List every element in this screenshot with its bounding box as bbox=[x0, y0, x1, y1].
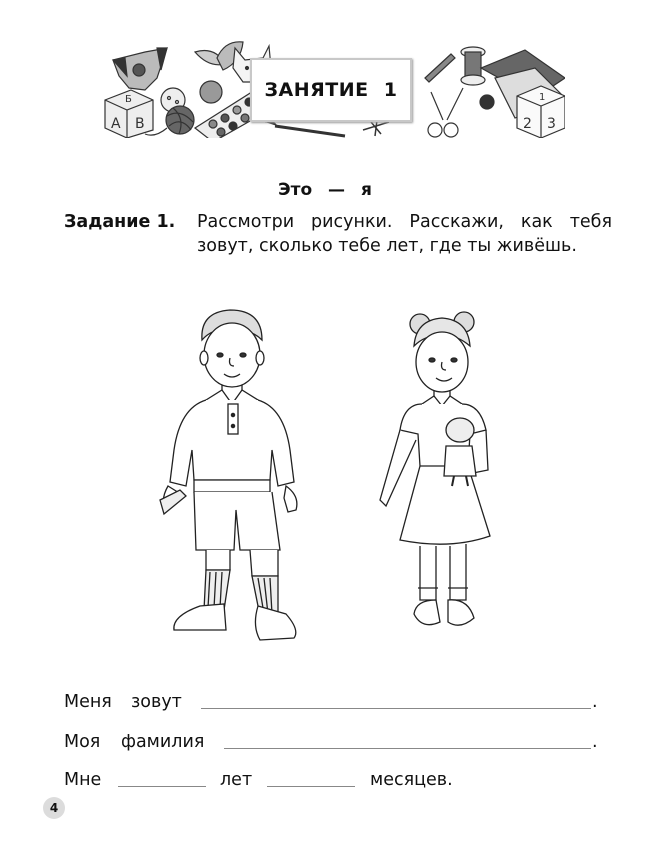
boy-illustration bbox=[150, 300, 320, 660]
age-label-1: Мне bbox=[64, 770, 102, 790]
age-label-3: месяцев. bbox=[370, 770, 453, 790]
svg-text:Б: Б bbox=[125, 94, 132, 105]
page-number-text: 4 bbox=[49, 801, 59, 815]
years-field[interactable] bbox=[118, 786, 206, 787]
surname-label-2: фамилия bbox=[121, 732, 205, 752]
lesson-title-box bbox=[250, 58, 412, 122]
task-label: Задание 1. bbox=[64, 212, 176, 232]
girl-illustration bbox=[360, 300, 520, 660]
paintbrush-icon bbox=[275, 126, 345, 136]
svg-text:1: 1 bbox=[539, 92, 546, 103]
age-row bbox=[64, 768, 604, 792]
surname-field[interactable] bbox=[224, 748, 591, 749]
lesson-title: ЗАНЯТИЕ 1 bbox=[264, 79, 398, 101]
svg-text:3: 3 bbox=[547, 116, 556, 132]
dog-icon bbox=[113, 48, 167, 90]
name-label-2: зовут bbox=[131, 692, 182, 712]
svg-text:А: А bbox=[111, 116, 121, 132]
svg-text:2: 2 bbox=[523, 116, 532, 132]
name-row bbox=[64, 690, 604, 714]
months-field[interactable] bbox=[267, 786, 355, 787]
name-label-1: Меня bbox=[64, 692, 112, 712]
surname-period: . bbox=[592, 732, 598, 752]
surname-label-1: Моя bbox=[64, 732, 101, 752]
surname-row bbox=[64, 730, 604, 754]
age-label-2: лет bbox=[220, 770, 253, 790]
name-period: . bbox=[592, 692, 598, 712]
svg-text:В: В bbox=[135, 116, 145, 132]
task-text: Рассмотри рисунки. Расскажи, как тебя зовут, сколько тебе лет, где ты живёшь. bbox=[197, 212, 612, 256]
illustrations bbox=[150, 300, 520, 660]
scissors-icon bbox=[428, 88, 463, 137]
alphabet-block-icon bbox=[105, 90, 153, 138]
page-number bbox=[43, 797, 65, 819]
pencil-icon bbox=[425, 54, 455, 82]
number-block-icon bbox=[517, 86, 565, 138]
name-field[interactable] bbox=[201, 708, 591, 709]
section-title: Это — я bbox=[278, 180, 372, 200]
thread-spool-icon bbox=[461, 47, 485, 85]
